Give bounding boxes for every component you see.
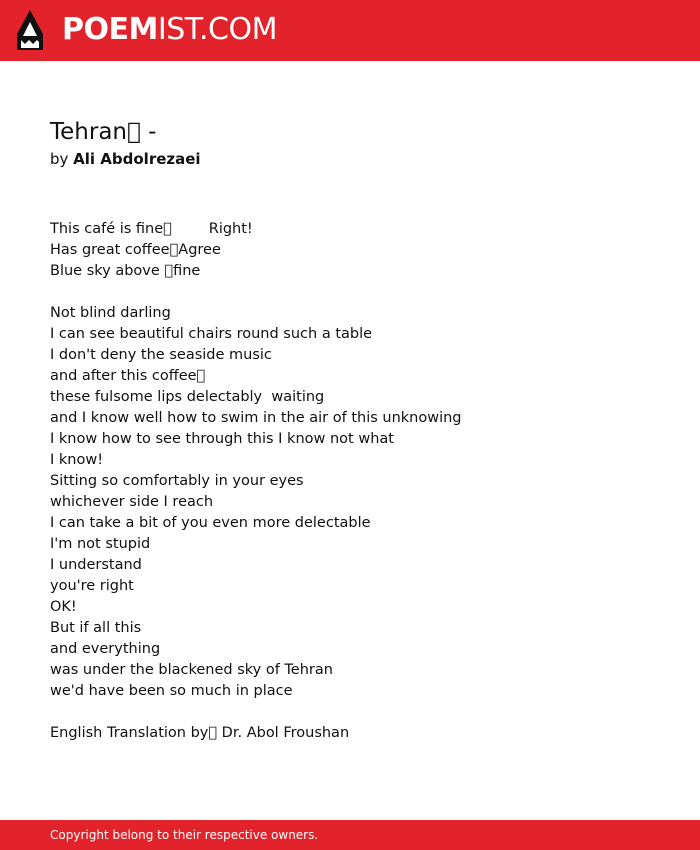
poem-line: we'd have been so much in place: [50, 683, 293, 699]
pencil-tip-icon: [17, 10, 43, 52]
poem-line: and after this coffee : [50, 368, 206, 384]
poem-line: English Translation by  Dr. Abol Froushan: [50, 725, 350, 741]
poem-line: [50, 282, 670, 303]
logo-light-text: IST.COM: [157, 12, 277, 47]
poem-line: I understand: [50, 557, 142, 573]
poem-body: [50, 219, 670, 744]
poem-line: I don't deny the seaside music: [50, 347, 272, 363]
poem-line: This café is fine  Right!: [50, 221, 253, 237]
author-name: Ali Abdolrezaei: [73, 150, 201, 168]
poem-line: I can see beautiful chairs round such a table: [50, 326, 373, 342]
byline-prefix: by: [50, 150, 74, 168]
poem-byline: [50, 149, 201, 169]
poem-line: I know how to see through this I know not what: [50, 431, 394, 447]
poem-line: you're right: [50, 578, 134, 594]
poem-line: Has great coffee Agree: [50, 242, 221, 258]
poem-line: Sitting so comfortably in your eyes: [50, 473, 304, 489]
site-footer: [0, 820, 700, 850]
poem-line: Blue sky above  fine: [50, 263, 201, 279]
poem-line: was under the blackened sky of Tehran: [50, 662, 333, 678]
poem-line: I know!: [50, 452, 104, 468]
poem-line: But if all this: [50, 620, 142, 636]
site-logo[interactable]: [62, 12, 277, 48]
poem-line: these fulsome lips delectably waiting: [50, 389, 325, 405]
poem-line: [50, 702, 670, 723]
poem-line: I can take a bit of you even more delectable: [50, 515, 371, 531]
poem-line: Not blind darling: [50, 305, 171, 321]
poem-line: and everything: [50, 641, 161, 657]
poem-line: whichever side I reach: [50, 494, 214, 510]
poem-line: and I know well how to swim in the air of this unknowing: [50, 410, 462, 426]
copyright-text: Copyright belong to their respective owners.: [50, 828, 319, 842]
site-header: [0, 0, 700, 61]
poem-line: OK!: [50, 599, 77, 615]
poem-line: I'm not stupid: [50, 536, 151, 552]
logo-bold-text: POEM: [62, 12, 158, 47]
poem-title: Tehran  -: [50, 119, 157, 145]
